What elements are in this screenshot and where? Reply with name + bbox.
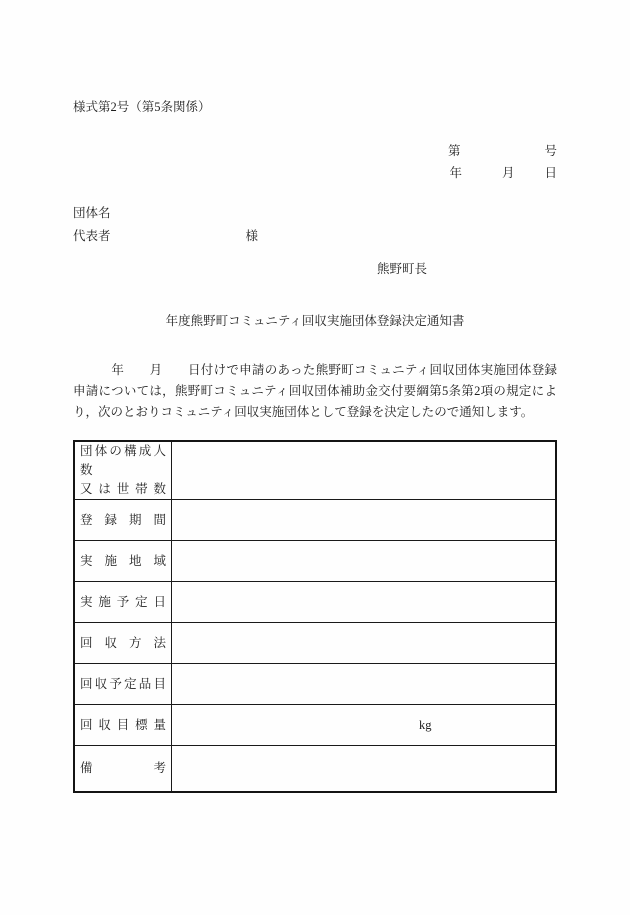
document-title: 年度熊野町コミュニティ回収実施団体登録決定通知書 [165, 314, 465, 328]
row-label: 備考 [80, 760, 166, 775]
doc-number-prefix: 第 [447, 144, 461, 158]
row-label-cell [74, 582, 172, 623]
date-day-blank [514, 176, 544, 177]
recipient-block [73, 202, 258, 247]
row-label-cell [74, 541, 172, 582]
doc-number-line [448, 140, 557, 162]
registration-details-table [73, 440, 557, 793]
row-label: 回収予定品目 [80, 676, 166, 691]
recipient-org-line: 団体名 [73, 206, 111, 220]
recipient-name-blank [111, 239, 246, 240]
row-value-cell [172, 746, 557, 792]
date-line [448, 162, 557, 184]
table-row [74, 441, 556, 500]
recipient-honorific: 様 [245, 228, 259, 243]
form-number: 様式第2号（第5条関係） [73, 100, 211, 114]
row-label: 登録期間 [80, 512, 166, 527]
row-label-cell [74, 623, 172, 664]
row-label-cell [74, 664, 172, 705]
doc-number-blank [460, 154, 544, 155]
row-value-cell [172, 623, 557, 664]
table-row [74, 705, 556, 746]
issuer-name: 熊野町長 [377, 262, 428, 276]
row-label-line2: 又は世帯数 [80, 482, 166, 496]
table-row [74, 746, 556, 792]
row-label: 実施予定日 [80, 594, 166, 609]
row-value-cell [172, 582, 557, 623]
row-label-cell [74, 441, 172, 500]
doc-number-suffix: 号 [544, 144, 557, 158]
table-row [74, 664, 556, 705]
date-month-label: 月 [501, 166, 515, 180]
row-value-cell [172, 441, 557, 500]
row-value-cell [172, 664, 557, 705]
table-row [74, 582, 556, 623]
table-row [74, 541, 556, 582]
recipient-rep-line [73, 225, 258, 248]
row-label-cell [74, 500, 172, 541]
row-value-cell [172, 500, 557, 541]
date-day-label: 日 [544, 166, 557, 180]
row-label: 実施地域 [80, 553, 166, 568]
table-row [74, 500, 556, 541]
date-year-label: 年 [449, 166, 462, 180]
doc-number-date-block [448, 140, 557, 184]
table-row [74, 623, 556, 664]
body-paragraph: 年 月 日付けで申請のあった熊野町コミュニティ回収団体実施団体登録申請については，熊野町コミュニティ回収団体補助金交付要綱第5条第2項の規定により，次のとおりコミュニティ回収実施団体として登録を決定したので通知します。 [73, 363, 557, 419]
row-value-cell [172, 541, 557, 582]
row-label-cell [74, 705, 172, 746]
row-label: 回収方法 [80, 635, 166, 650]
row-label-cell [74, 746, 172, 792]
row-value-cell-kg: kg [172, 705, 557, 746]
date-month-blank [462, 176, 502, 177]
row-label: 回収目標量 [80, 717, 166, 732]
row-label-line1: 団体の構成人数 [80, 444, 166, 477]
recipient-rep-label: 代表者 [73, 228, 111, 243]
